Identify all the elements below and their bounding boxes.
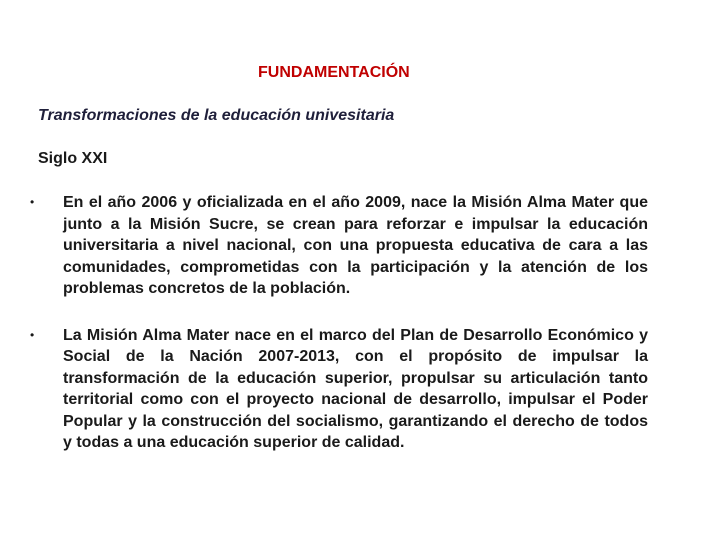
section-label: Siglo XXI (38, 150, 108, 167)
bullet-text: La Misión Alma Mater nace en el marco del Plan de Desarrollo Económico y Social de la Nación 2007-2013, con el propósito de impulsar la transformación de la educación superior, propulsar su articulación tanto territorial como con el proyecto nacional de desarrollo, impulsar el Poder Popular y la construcción del socialismo, garantizando el derecho de todos y todas a una educación superior de calidad. (63, 326, 648, 451)
bullet-text: En el año 2006 y oficializada en el año 2009, nace la Misión Alma Mater que junto a la Misión Sucre, se crean para reforzar e impulsar la educación universitaria a nivel nacional, con una propuesta educativa de cara a las comunidades, comprometidas con la participación y la atención de los problemas concretos de la población. (63, 194, 648, 297)
bullet-list (30, 192, 648, 479)
subtitle: Transformaciones de la educación univesitaria (38, 107, 395, 124)
page-title: FUNDAMENTACIÓN (258, 64, 410, 81)
bullet-icon: • (30, 327, 35, 342)
bullet-icon: • (30, 195, 35, 209)
bullet-item (30, 325, 648, 454)
bullet-item (30, 192, 648, 300)
